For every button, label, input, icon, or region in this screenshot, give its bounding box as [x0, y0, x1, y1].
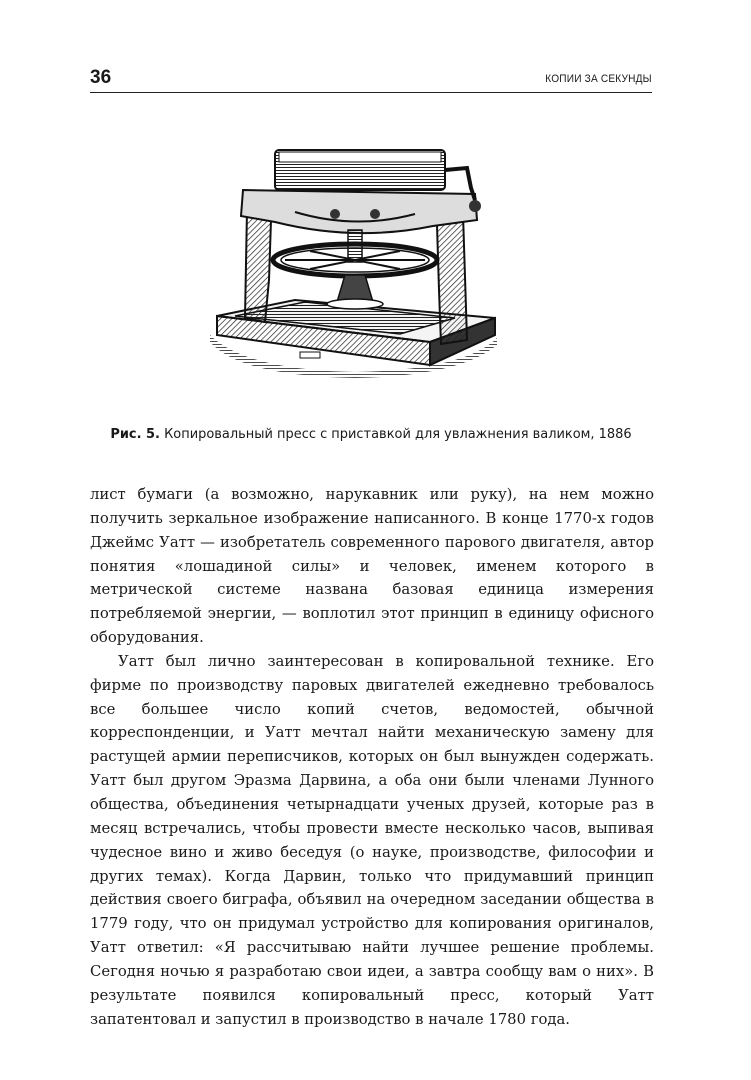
figure-caption	[101, 425, 641, 443]
copying-press-icon	[205, 130, 505, 380]
page-header	[90, 66, 652, 92]
paragraph: Уатт был лично заинтересован в копировальной технике. Его фирме по производству паровых двигателей ежедневно требовалось все большее число копий счетов, ведомостей, обычной корреспонденции, и Уатт мечтал найти механическую замену для растущей армии переписчиков, которых он был вынужден содержать. Уатт был другом Эразма Дарвина, а оба они были членами Лунного общества, объединения четырнадцати ученых друзей, которые раз в месяц встречались, чтобы провести вместе несколько часов, выпивая чудесное вино и живо беседуя (о науке, производстве, философии и других темах). Когда Дарвин, только что придумавший принцип действия своего биграфа, объявил на очередном заседании общества в 1779 году, что он придумал устройство для копирования оригиналов, Уатт ответил: «Я рассчитываю найти лучшее решение проблемы. Сегодня ночью я разработаю свои идеи, а завтра сообщу вам о них». В результате появился копировальный пресс, который Уатт запатентовал и запустил в производство в начале 1780 года.	[90, 652, 654, 1028]
figure-caption-text: Копировальный пресс с приставкой для увлажнения валиком, 1886	[164, 426, 632, 442]
running-title: КОПИИ ЗА СЕКУНДЫ	[545, 73, 652, 85]
paragraph: лист бумаги (а возможно, нарукавник или руку), на нем можно получить зеркальное изображение написанного. В конце 1770-х годов Джеймс Уатт — изобретатель современного парового двигателя, автор понятия «лошадиной силы» и человек, именем которого в метрической системе названа базовая единица измерения потребляемой энергии, — воплотил этот принцип в единицу офисного оборудования.	[90, 486, 654, 647]
copying-press-illustration	[205, 130, 505, 380]
figure-label: Рис. 5.	[110, 426, 160, 442]
header-rule	[90, 92, 652, 93]
body-text	[90, 483, 654, 1031]
page-number: 36	[90, 67, 112, 88]
